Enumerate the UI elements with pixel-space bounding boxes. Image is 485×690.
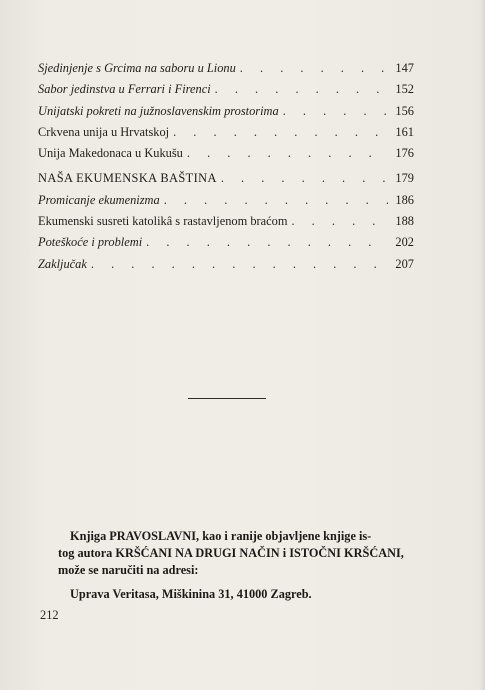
toc-entry [38, 211, 414, 232]
toc-entry-title: Poteškoće i problemi [38, 235, 143, 250]
toc-entry [38, 122, 414, 143]
toc-entry-page: 156 [395, 103, 414, 118]
toc-entry-page: 176 [395, 146, 414, 161]
dot-leader [240, 58, 388, 79]
dot-leader [173, 122, 388, 143]
toc-entry-title: Crkvena unija u Hrvatskoj [38, 124, 170, 139]
dot-leader [283, 101, 388, 122]
toc-entry-title: Zaključak [38, 256, 87, 271]
toc-entry-page: 147 [395, 61, 414, 75]
toc-entry [38, 143, 414, 164]
toc-entry [38, 254, 414, 275]
dot-leader [91, 254, 388, 275]
toc-entry [38, 232, 414, 253]
toc-entry [38, 58, 414, 79]
toc-entry [38, 101, 414, 122]
toc-entry-title: Sjedinjenje s Grcima na saboru u Lionu [38, 61, 236, 75]
toc-entry-title: Ekumenski susreti katolikâ s rastavljenom braćom [38, 214, 288, 229]
toc-entry-page: 161 [395, 124, 414, 139]
page-number: 212 [40, 608, 59, 622]
toc-entry-page: 179 [395, 171, 414, 186]
dot-leader [187, 143, 388, 164]
page-edge-shadow [479, 0, 485, 690]
toc-entry-title: Unija Makedonaca u Kukušu [38, 146, 183, 161]
order-notice [58, 528, 428, 603]
toc-entry-title: NAŠA EKUMENSKA BAŠTINA [38, 171, 217, 186]
toc-entry-page: 202 [395, 235, 414, 250]
toc-entry-title: Unijatski pokreti na južnoslavenskim prostorima [38, 103, 279, 118]
toc-entry [38, 190, 414, 211]
toc-section-heading [38, 168, 414, 189]
dot-leader [291, 211, 388, 232]
dot-leader [221, 168, 388, 189]
notice-line: tog autora KRŠĆANI NA DRUGI NAČIN i ISTOČNI KRŠĆANI, [58, 546, 404, 561]
toc-entry-title: Sabor jedinstva u Ferrari i Firenci [38, 82, 211, 97]
table-of-contents [38, 58, 414, 275]
toc-entry-page: 207 [395, 256, 414, 271]
toc-entry-page: 186 [395, 192, 414, 207]
toc-entry-title: Promicanje ekumenizma [38, 192, 160, 207]
section-divider [188, 398, 266, 399]
publisher-address: Uprava Veritasa, Miškinina 31, 41000 Zagreb. [70, 586, 312, 601]
notice-line: može se naručiti na adresi: [58, 563, 199, 578]
dot-leader [215, 79, 388, 100]
toc-entry [38, 79, 414, 100]
toc-entry-page: 152 [395, 82, 414, 97]
dot-leader [164, 190, 388, 211]
dot-leader [146, 232, 388, 253]
notice-line: Knjiga PRAVOSLAVNI, kao i ranije objavljene knjige is- [70, 529, 372, 543]
toc-entry-page: 188 [395, 214, 414, 229]
